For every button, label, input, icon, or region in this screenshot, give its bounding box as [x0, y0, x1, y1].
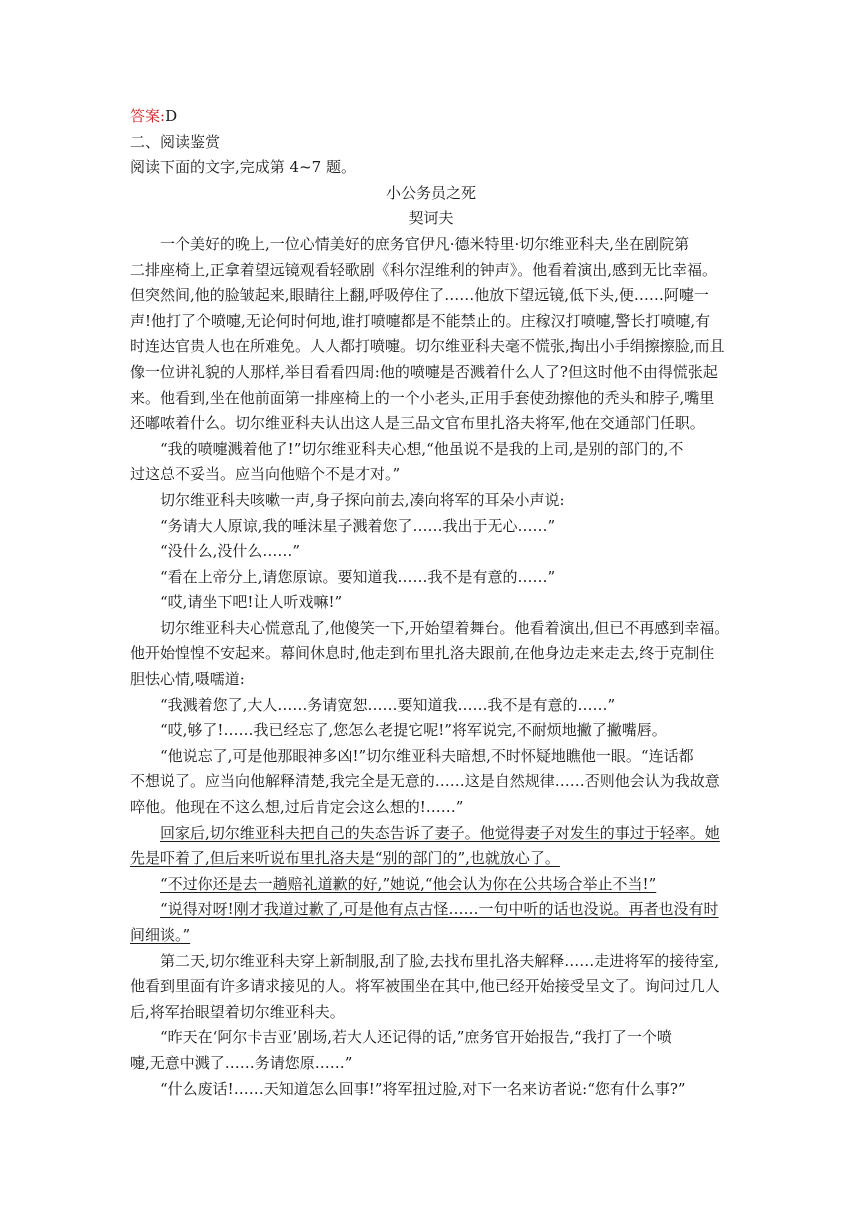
text-line: 过这总不妥当。应当向他赔个不是才对。”	[130, 465, 401, 484]
text-line: “什么废话!……天知道怎么回事!”将军扭过脸,对下一名来访者说:“您有什么事?”	[160, 1079, 686, 1098]
text-line: 第二天,切尔维亚科夫穿上新制服,刮了脸,去找布里扎洛夫解释……走进将军的接待室,	[160, 951, 720, 970]
story-title: 小公务员之死	[385, 183, 476, 202]
paragraph	[130, 565, 732, 591]
text-line	[130, 872, 732, 898]
paragraph	[130, 616, 732, 693]
text-line: 时连达官贵人也在所难免。人人都打喷嚏。切尔维亚科夫毫不慌张,掏出小手绢擦擦脸,而且	[130, 337, 725, 356]
text-line: 一个美好的晚上,一位心情美好的庶务官伊凡·德米特里·切尔维亚科夫,坐在剧院第	[160, 234, 690, 253]
answer-value: D	[165, 107, 178, 125]
answer-label: 答案:	[130, 107, 166, 125]
underlined-text: 间细谈。”	[130, 926, 191, 944]
text-line: 切尔维亚科夫心慌意乱了,他傻笑一下,开始望着舞台。他看着演出,但已不再感到幸福。	[160, 618, 730, 637]
text-line: 像一位讲礼貌的人那样,举目看看四周:他的喷嚏是否溅着什么人了?但这时他不由得慌张起	[130, 362, 718, 381]
text-line: 来。他看到,坐在他前面第一排座椅上的一个小老头,正用手套使劲擦他的秃头和脖子,嘴里	[130, 388, 715, 407]
section-heading: 二、阅读鉴赏	[130, 132, 221, 151]
paragraph	[130, 693, 732, 719]
text-line: “哎,够了!……我已经忘了,您怎么老提它呢!”将军说完,不耐烦地撇了撇嘴唇。	[160, 721, 667, 740]
text-line: 二排座椅上,正拿着望远镜观看轻歌剧《科尔涅维利的钟声》。他看着演出,感到无比幸福。	[130, 260, 718, 279]
text-line: “看在上帝分上,请您原谅。要知道我……我不是有意的……”	[160, 567, 556, 586]
paragraph	[130, 232, 732, 437]
text-line: 他看到里面有许多请求接见的人。将军被围坐在其中,他已经开始接受呈文了。询问过几人	[130, 977, 720, 996]
underlined-text: 回家后,切尔维亚科夫把自己的失态告诉了妻子。他觉得妻子对发生的事过于轻率。她	[160, 823, 720, 842]
text-line: 切尔维亚科夫咳嗽一声,身子探向前去,凑向将军的耳朵小声说:	[160, 490, 565, 509]
text-line: 不想说了。应当向他解释清楚,我完全是无意的……这是自然规律……否则他会认为我故意	[130, 772, 720, 791]
underlined-text: 先是吓着了,但后来听说布里扎洛夫是“别的部门的”,也就放心了。	[130, 849, 560, 868]
text-line: 后,将军抬眼望着切尔维亚科夫。	[130, 1002, 345, 1021]
text-line: “昨天在‘阿尔卡吉亚’剧场,若大人还记得的话,”庶务官开始报告,“我打了一个喷	[160, 1028, 672, 1047]
text-line: “我的喷嚏溅着他了!”切尔维亚科夫心想,“他虽说不是我的上司,是别的部门的,不	[160, 439, 684, 458]
text-line	[130, 923, 732, 949]
paragraph	[130, 1077, 732, 1103]
text-line: 但突然间,他的脸皱起来,眼睛往上翻,呼吸停住了……他放下望远镜,低下头,便……阿嚏一	[130, 286, 709, 305]
text-line: 胆怯心情,嗫嚅道:	[130, 670, 245, 689]
text-line: 嚏,无意中溅了……务请您原……”	[130, 1053, 353, 1072]
text-line: “没什么,没什么……”	[160, 542, 301, 561]
text-line	[130, 897, 732, 923]
paragraph	[130, 949, 732, 1026]
text-line: 还嘟哝着什么。切尔维亚科夫认出这人是三品文官布里扎洛夫将军,他在交通部门任职。	[130, 414, 705, 433]
document-page	[130, 104, 732, 1102]
answer-line	[130, 104, 732, 130]
paragraph	[130, 718, 732, 744]
text-line	[130, 821, 732, 847]
text-line	[130, 846, 732, 872]
paragraph	[130, 488, 732, 514]
text-line: 他开始惶惶不安起来。幕间休息时,他走到布里扎洛夫跟前,在他身边走来走去,终于克制住	[130, 644, 715, 663]
underlined-paragraph	[130, 872, 732, 898]
text-line: “我溅着您了,大人……务请宽恕……要知道我……我不是有意的……”	[160, 695, 616, 714]
underlined-text: “不过你还是去一趟赔礼道歉的好,”她说,“他会认为你在公共场合举止不当!”	[160, 874, 657, 893]
paragraph	[130, 539, 732, 565]
paragraph	[130, 1025, 732, 1076]
story-author: 契诃夫	[408, 209, 454, 228]
text-line: “哎,请坐下吧!让人听戏嘛!”	[160, 593, 343, 612]
underlined-text: “说得对呀!刚才我道过歉了,可是他有点古怪……一句中听的话也没说。再者也没有时	[160, 900, 719, 919]
paragraph	[130, 437, 732, 488]
paragraph	[130, 744, 732, 821]
underlined-paragraph	[130, 897, 732, 948]
paragraph	[130, 590, 732, 616]
text-line: 声!他打了个喷嚏,无论何时何地,谁打喷嚏都是不能禁止的。庄稼汉打喷嚏,警长打喷嚏,有	[130, 311, 711, 330]
instruction: 阅读下面的文字,完成第 4~7 题。	[130, 158, 356, 177]
text-line: “他说忘了,可是他那眼神多凶!”切尔维亚科夫暗想,不时怀疑地瞧他一眼。“连话都	[160, 746, 694, 765]
paragraph	[130, 514, 732, 540]
text-line: “务请大人原谅,我的唾沫星子溅着您了……我出于无心……”	[160, 516, 556, 535]
text-line: 啐他。他现在不这么想,过后肯定会这么想的!……”	[130, 798, 464, 817]
underlined-paragraph	[130, 821, 732, 872]
